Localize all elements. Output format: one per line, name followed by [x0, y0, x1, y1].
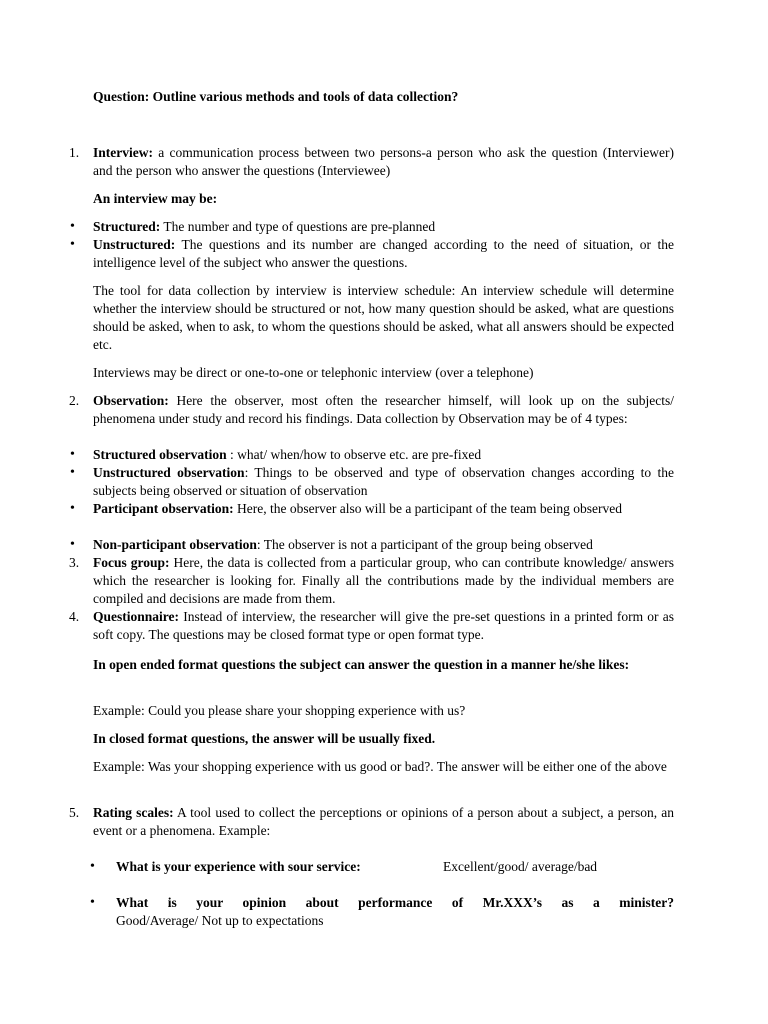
- item-number-1: 1.: [69, 145, 80, 160]
- bullet-marker: •: [70, 537, 75, 552]
- open-format-example: Example: Could you please share your shopping experience with us?: [93, 703, 466, 718]
- item-number-3: 3.: [69, 555, 80, 570]
- rating-scales-paragraph: Rating scales: A tool used to collect the perceptions or opinions of a person about a subject, a person, an event or a phenomena. Example:: [93, 805, 674, 838]
- structured-observation-bullet: Structured observation : what/ when/how to observe etc. are pre-fixed: [93, 447, 482, 462]
- item-number-2: 2.: [69, 393, 80, 408]
- interview-subheading: An interview may be:: [93, 191, 218, 206]
- question-heading: Question: Outline various methods and tools of data collection?: [93, 89, 459, 104]
- unstructured-bullet: Unstructured: The questions and its number are changed according to the need of situation, or the intelligence level of the subject who answer the questions.: [93, 237, 674, 270]
- bullet-marker: •: [70, 219, 75, 234]
- rating-answer-1: Excellent/good/ average/bad: [443, 859, 598, 874]
- bullet-marker: •: [70, 237, 75, 252]
- unstructured-observation-bullet: Unstructured observation: Things to be observed and type of observation changes according to the subjects being observed or situation of observation: [93, 465, 674, 498]
- rating-answer-2: Good/Average/ Not up to expectations: [116, 913, 324, 928]
- focus-group-paragraph: Focus group: Here, the data is collected from a particular group, who can contribute knowledge/ answers which the researcher is looking for. Finally all the contributions made by the individual members are compiled and decisions are made from them.: [93, 555, 674, 606]
- item-number-5: 5.: [69, 805, 80, 820]
- structured-bullet: Structured: The number and type of questions are pre-planned: [93, 219, 436, 234]
- bullet-marker: •: [70, 447, 75, 462]
- closed-format-heading: In closed format questions, the answer will be usually fixed.: [93, 731, 436, 746]
- open-format-heading: In open ended format questions the subject can answer the question in a manner he/she likes:: [93, 657, 630, 672]
- non-participant-observation-bullet: Non-participant observation: The observer is not a participant of the group being observed: [93, 537, 593, 552]
- closed-format-example: Example: Was your shopping experience with us good or bad?. The answer will be either one of the above: [93, 759, 667, 774]
- bullet-marker: •: [90, 895, 95, 910]
- participant-observation-bullet: Participant observation: Here, the observer also will be a participant of the team being observed: [93, 501, 622, 516]
- bullet-marker: •: [90, 859, 95, 874]
- bullet-marker: •: [70, 465, 75, 480]
- observation-paragraph: Observation: Here the observer, most often the researcher himself, will look up on the subjects/ phenomena under study and record his findings. Data collection by Observation may be of 4 types:: [93, 393, 674, 426]
- interview-paragraph: Interview: a communication process between two persons-a person who ask the question (Interviewer) and the person who answer the questions (Interviewee): [93, 145, 674, 178]
- interview-types-paragraph: Interviews may be direct or one-to-one or telephonic interview (over a telephone): [93, 365, 534, 380]
- rating-question-1: What is your experience with sour service:: [116, 859, 361, 874]
- bullet-marker: •: [70, 501, 75, 516]
- interview-schedule-paragraph: The tool for data collection by interview is interview schedule: An interview schedule will determine whether the interview should be structured or not, how many question should be asked, what are questions should be asked, when to ask, to whom the questions should be asked, what all answers should be expected etc.: [93, 283, 674, 352]
- rating-question-2: What is your opinion about performance of Mr.XXX’s as a minister?: [116, 895, 674, 910]
- item-number-4: 4.: [69, 609, 80, 624]
- questionnaire-paragraph: Questionnaire: Instead of interview, the researcher will give the pre-set questions in a printed form or as soft copy. The questions may be closed format type or open format type.: [93, 609, 674, 642]
